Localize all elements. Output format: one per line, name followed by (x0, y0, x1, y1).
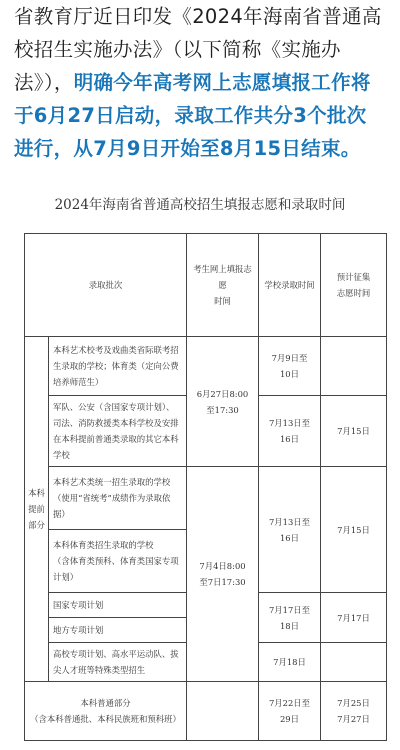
row6-batch: 地方专项计划 (49, 618, 187, 643)
header-school-admit-time: 学校录取时间 (259, 234, 321, 337)
row1-solicit (321, 337, 387, 396)
row8-admit: 7月22日至 29日 (259, 682, 321, 741)
row1-admit: 7月9日至 10日 (259, 337, 321, 396)
header-batch: 录取批次 (25, 234, 187, 337)
table-row (25, 337, 387, 396)
group-label-undergrad-early: 本科 提前 部分 (25, 337, 49, 682)
schedule-table (24, 233, 387, 741)
row7-solicit (321, 643, 387, 682)
row7-admit: 7月18日 (259, 643, 321, 682)
fill-time-a: 6月27日8:00 至17:30 (187, 337, 259, 467)
row4-batch: 本科体育类招生录取的学校 （含体育类预科、体育类国家专项计划） (49, 530, 187, 593)
article-intro-text: 省教育厅近日印发《2024年海南省普通高校招生实施办法》（以下简称《实施办法》）， (14, 5, 382, 94)
row2-admit: 7月13日至 16日 (259, 396, 321, 467)
row34-solicit: 7月15日 (321, 467, 387, 593)
table-header-row (25, 234, 387, 337)
article-highlight-text: 明确今年高考网上志愿填报工作将于6月27日启动，录取工作共分3个批次进行，从7月9日开始至8月15日结束。 (14, 71, 371, 160)
row8-batch: 本科普通部分 （含本科普通批、本科民族班和预科班） (25, 682, 187, 741)
row56-solicit: 7月17日 (321, 593, 387, 643)
schedule-table-container (0, 233, 400, 741)
table-caption: 2024年海南省普通高校招生填报志愿和录取时间 (54, 197, 346, 213)
row5-batch: 国家专项计划 (49, 593, 187, 618)
fill-time-b: 7月4日8:00 至7日17:30 (187, 467, 259, 682)
row7-batch: 高校专项计划、高水平运动队、拔尖人才班等特殊类型招生 (49, 643, 187, 682)
row2-batch: 军队、公安（含国家专项计划）、司法、消防救援类本科学校及安排在本科提前普通类录取的其它本科学校 (49, 396, 187, 467)
row2-solicit: 7月15日 (321, 396, 387, 467)
table-row (25, 682, 387, 741)
header-solicit-time: 预计征集 志愿时间 (321, 234, 387, 337)
header-online-fill-time: 考生网上填报志愿 时间 (187, 234, 259, 337)
row1-batch: 本科艺术校考及戏曲类省际联考招生录取的学校；体育类（定向公费培养师范生） (49, 337, 187, 396)
row56-admit: 7月17日至 18日 (259, 593, 321, 643)
article-paragraph (0, 0, 400, 165)
row34-admit: 7月13日至 16日 (259, 467, 321, 593)
row8-fill (187, 682, 259, 741)
table-row (25, 467, 387, 530)
row3-batch: 本科艺术类统一招生录取的学校 （使用“省统考”成绩作为录取依据） (49, 467, 187, 530)
row8-solicit: 7月25日 7月27日 (321, 682, 387, 741)
